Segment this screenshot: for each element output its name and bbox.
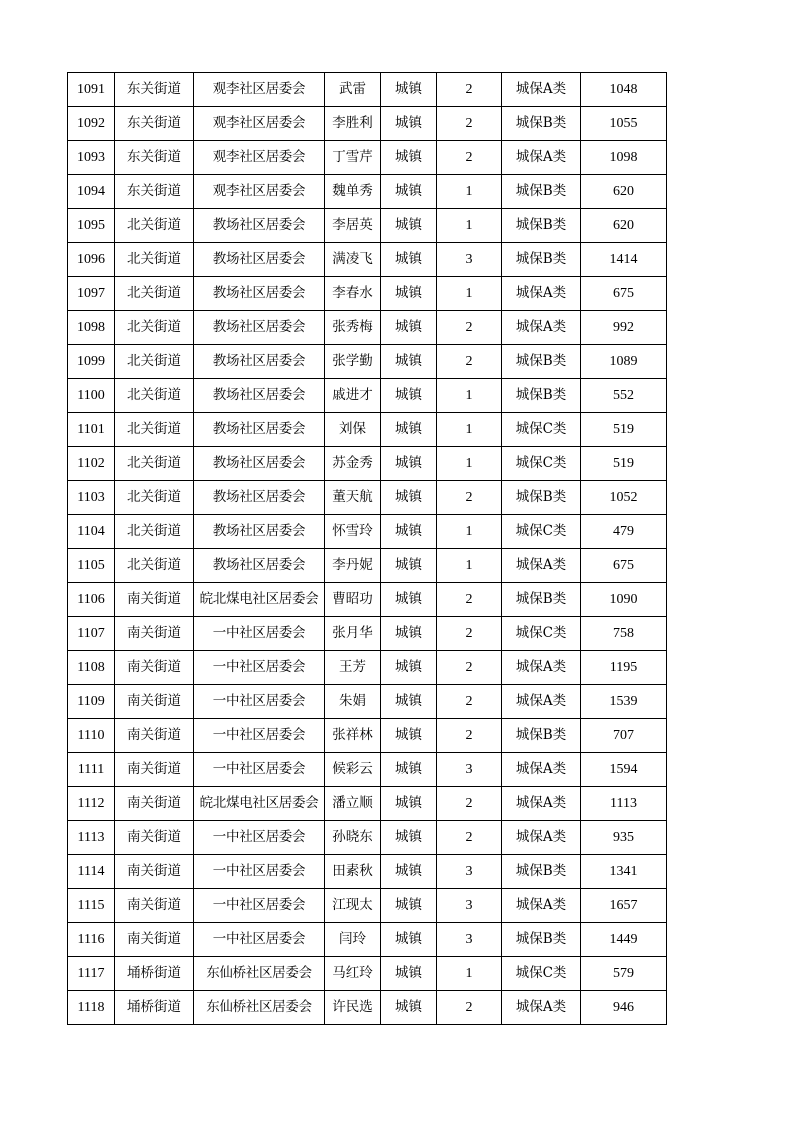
street-office-cell: 南关街道: [115, 617, 194, 651]
table-row: [68, 923, 667, 957]
record-number-cell: 1111: [68, 753, 115, 787]
amount-cell: 1657: [581, 889, 667, 923]
person-name-cell: 许民选: [325, 991, 381, 1025]
street-office-cell: 南关街道: [115, 821, 194, 855]
household-count-cell: 1: [437, 447, 502, 481]
amount-cell: 1048: [581, 73, 667, 107]
person-name-cell: 马红玲: [325, 957, 381, 991]
community-committee-cell: 教场社区居委会: [194, 481, 325, 515]
insurance-category-cell: 城保B类: [502, 719, 581, 753]
street-office-cell: 北关街道: [115, 413, 194, 447]
person-name-cell: 江现太: [325, 889, 381, 923]
amount-cell: 620: [581, 209, 667, 243]
table-row: [68, 107, 667, 141]
person-name-cell: 丁雪芹: [325, 141, 381, 175]
street-office-cell: 南关街道: [115, 651, 194, 685]
residence-type-cell: 城镇: [381, 481, 437, 515]
records-body: [68, 73, 667, 1025]
residence-type-cell: 城镇: [381, 583, 437, 617]
residence-type-cell: 城镇: [381, 345, 437, 379]
amount-cell: 1414: [581, 243, 667, 277]
table-row: [68, 549, 667, 583]
record-number-cell: 1118: [68, 991, 115, 1025]
street-office-cell: 东关街道: [115, 73, 194, 107]
community-committee-cell: 一中社区居委会: [194, 753, 325, 787]
amount-cell: 579: [581, 957, 667, 991]
person-name-cell: 张月华: [325, 617, 381, 651]
insurance-category-cell: 城保A类: [502, 141, 581, 175]
records-table: [67, 72, 667, 1025]
table-row: [68, 345, 667, 379]
amount-cell: 707: [581, 719, 667, 753]
amount-cell: 992: [581, 311, 667, 345]
household-count-cell: 2: [437, 141, 502, 175]
community-committee-cell: 观李社区居委会: [194, 73, 325, 107]
community-committee-cell: 一中社区居委会: [194, 855, 325, 889]
community-committee-cell: 一中社区居委会: [194, 651, 325, 685]
insurance-category-cell: 城保A类: [502, 821, 581, 855]
insurance-category-cell: 城保B类: [502, 481, 581, 515]
person-name-cell: 孙晓东: [325, 821, 381, 855]
person-name-cell: 怀雪玲: [325, 515, 381, 549]
amount-cell: 1113: [581, 787, 667, 821]
insurance-category-cell: 城保B类: [502, 175, 581, 209]
street-office-cell: 北关街道: [115, 243, 194, 277]
street-office-cell: 南关街道: [115, 719, 194, 753]
table-row: [68, 651, 667, 685]
insurance-category-cell: 城保A类: [502, 889, 581, 923]
table-row: [68, 685, 667, 719]
person-name-cell: 满凌飞: [325, 243, 381, 277]
amount-cell: 675: [581, 277, 667, 311]
insurance-category-cell: 城保A类: [502, 549, 581, 583]
household-count-cell: 2: [437, 651, 502, 685]
record-number-cell: 1108: [68, 651, 115, 685]
household-count-cell: 2: [437, 821, 502, 855]
table-row: [68, 209, 667, 243]
residence-type-cell: 城镇: [381, 107, 437, 141]
household-count-cell: 2: [437, 107, 502, 141]
amount-cell: 1055: [581, 107, 667, 141]
record-number-cell: 1117: [68, 957, 115, 991]
household-count-cell: 2: [437, 719, 502, 753]
person-name-cell: 潘立顺: [325, 787, 381, 821]
amount-cell: 1090: [581, 583, 667, 617]
person-name-cell: 张祥林: [325, 719, 381, 753]
insurance-category-cell: 城保A类: [502, 311, 581, 345]
community-committee-cell: 皖北煤电社区居委会: [194, 787, 325, 821]
record-number-cell: 1110: [68, 719, 115, 753]
record-number-cell: 1095: [68, 209, 115, 243]
community-committee-cell: 一中社区居委会: [194, 617, 325, 651]
insurance-category-cell: 城保B类: [502, 855, 581, 889]
street-office-cell: 北关街道: [115, 481, 194, 515]
community-committee-cell: 一中社区居委会: [194, 889, 325, 923]
table-row: [68, 821, 667, 855]
residence-type-cell: 城镇: [381, 991, 437, 1025]
insurance-category-cell: 城保B类: [502, 243, 581, 277]
record-number-cell: 1101: [68, 413, 115, 447]
residence-type-cell: 城镇: [381, 651, 437, 685]
table-row: [68, 175, 667, 209]
amount-cell: 620: [581, 175, 667, 209]
residence-type-cell: 城镇: [381, 73, 437, 107]
insurance-category-cell: 城保B类: [502, 209, 581, 243]
amount-cell: 1089: [581, 345, 667, 379]
person-name-cell: 田素秋: [325, 855, 381, 889]
household-count-cell: 3: [437, 889, 502, 923]
community-committee-cell: 一中社区居委会: [194, 923, 325, 957]
street-office-cell: 南关街道: [115, 685, 194, 719]
street-office-cell: 埇桥街道: [115, 957, 194, 991]
household-count-cell: 2: [437, 583, 502, 617]
amount-cell: 1539: [581, 685, 667, 719]
table-row: [68, 447, 667, 481]
residence-type-cell: 城镇: [381, 379, 437, 413]
insurance-category-cell: 城保B类: [502, 923, 581, 957]
insurance-category-cell: 城保C类: [502, 447, 581, 481]
record-number-cell: 1109: [68, 685, 115, 719]
residence-type-cell: 城镇: [381, 243, 437, 277]
community-committee-cell: 观李社区居委会: [194, 141, 325, 175]
record-number-cell: 1104: [68, 515, 115, 549]
street-office-cell: 北关街道: [115, 515, 194, 549]
table-row: [68, 719, 667, 753]
record-number-cell: 1094: [68, 175, 115, 209]
amount-cell: 946: [581, 991, 667, 1025]
amount-cell: 519: [581, 447, 667, 481]
street-office-cell: 北关街道: [115, 345, 194, 379]
household-count-cell: 3: [437, 855, 502, 889]
street-office-cell: 东关街道: [115, 107, 194, 141]
table-row: [68, 243, 667, 277]
residence-type-cell: 城镇: [381, 787, 437, 821]
street-office-cell: 东关街道: [115, 141, 194, 175]
record-number-cell: 1105: [68, 549, 115, 583]
insurance-category-cell: 城保C类: [502, 515, 581, 549]
residence-type-cell: 城镇: [381, 889, 437, 923]
person-name-cell: 曹昭功: [325, 583, 381, 617]
residence-type-cell: 城镇: [381, 753, 437, 787]
street-office-cell: 南关街道: [115, 787, 194, 821]
amount-cell: 758: [581, 617, 667, 651]
record-number-cell: 1096: [68, 243, 115, 277]
street-office-cell: 北关街道: [115, 379, 194, 413]
community-committee-cell: 皖北煤电社区居委会: [194, 583, 325, 617]
person-name-cell: 闫玲: [325, 923, 381, 957]
table-row: [68, 277, 667, 311]
household-count-cell: 3: [437, 923, 502, 957]
residence-type-cell: 城镇: [381, 141, 437, 175]
table-row: [68, 583, 667, 617]
street-office-cell: 北关街道: [115, 277, 194, 311]
record-number-cell: 1091: [68, 73, 115, 107]
person-name-cell: 董天航: [325, 481, 381, 515]
street-office-cell: 南关街道: [115, 753, 194, 787]
record-number-cell: 1116: [68, 923, 115, 957]
person-name-cell: 李春水: [325, 277, 381, 311]
community-committee-cell: 教场社区居委会: [194, 311, 325, 345]
table-row: [68, 379, 667, 413]
person-name-cell: 李居英: [325, 209, 381, 243]
residence-type-cell: 城镇: [381, 209, 437, 243]
insurance-category-cell: 城保C类: [502, 957, 581, 991]
household-count-cell: 1: [437, 515, 502, 549]
person-name-cell: 武雷: [325, 73, 381, 107]
amount-cell: 479: [581, 515, 667, 549]
table-row: [68, 617, 667, 651]
household-count-cell: 1: [437, 549, 502, 583]
insurance-category-cell: 城保B类: [502, 107, 581, 141]
household-count-cell: 3: [437, 243, 502, 277]
amount-cell: 519: [581, 413, 667, 447]
street-office-cell: 东关街道: [115, 175, 194, 209]
record-number-cell: 1099: [68, 345, 115, 379]
household-count-cell: 3: [437, 753, 502, 787]
household-count-cell: 2: [437, 787, 502, 821]
table-row: [68, 141, 667, 175]
table-row: [68, 311, 667, 345]
person-name-cell: 刘保: [325, 413, 381, 447]
insurance-category-cell: 城保A类: [502, 991, 581, 1025]
table-row: [68, 889, 667, 923]
household-count-cell: 2: [437, 991, 502, 1025]
table-row: [68, 787, 667, 821]
household-count-cell: 2: [437, 345, 502, 379]
amount-cell: 552: [581, 379, 667, 413]
community-committee-cell: 观李社区居委会: [194, 175, 325, 209]
insurance-category-cell: 城保B类: [502, 345, 581, 379]
record-number-cell: 1113: [68, 821, 115, 855]
household-count-cell: 2: [437, 617, 502, 651]
person-name-cell: 戚进才: [325, 379, 381, 413]
insurance-category-cell: 城保A类: [502, 753, 581, 787]
household-count-cell: 1: [437, 277, 502, 311]
household-count-cell: 1: [437, 413, 502, 447]
community-committee-cell: 教场社区居委会: [194, 413, 325, 447]
table-row: [68, 413, 667, 447]
person-name-cell: 魏单秀: [325, 175, 381, 209]
street-office-cell: 北关街道: [115, 311, 194, 345]
amount-cell: 935: [581, 821, 667, 855]
community-committee-cell: 教场社区居委会: [194, 209, 325, 243]
community-committee-cell: 教场社区居委会: [194, 549, 325, 583]
street-office-cell: 北关街道: [115, 209, 194, 243]
amount-cell: 1195: [581, 651, 667, 685]
community-committee-cell: 教场社区居委会: [194, 277, 325, 311]
insurance-category-cell: 城保A类: [502, 685, 581, 719]
household-count-cell: 2: [437, 73, 502, 107]
record-number-cell: 1106: [68, 583, 115, 617]
amount-cell: 1594: [581, 753, 667, 787]
record-number-cell: 1115: [68, 889, 115, 923]
record-number-cell: 1098: [68, 311, 115, 345]
amount-cell: 675: [581, 549, 667, 583]
household-count-cell: 2: [437, 481, 502, 515]
record-number-cell: 1103: [68, 481, 115, 515]
amount-cell: 1341: [581, 855, 667, 889]
street-office-cell: 南关街道: [115, 923, 194, 957]
street-office-cell: 南关街道: [115, 889, 194, 923]
person-name-cell: 候彩云: [325, 753, 381, 787]
amount-cell: 1449: [581, 923, 667, 957]
table-row: [68, 957, 667, 991]
person-name-cell: 李丹妮: [325, 549, 381, 583]
insurance-category-cell: 城保A类: [502, 73, 581, 107]
household-count-cell: 2: [437, 685, 502, 719]
community-committee-cell: 教场社区居委会: [194, 345, 325, 379]
person-name-cell: 张学勤: [325, 345, 381, 379]
street-office-cell: 南关街道: [115, 583, 194, 617]
record-number-cell: 1112: [68, 787, 115, 821]
community-committee-cell: 观李社区居委会: [194, 107, 325, 141]
record-number-cell: 1102: [68, 447, 115, 481]
residence-type-cell: 城镇: [381, 549, 437, 583]
residence-type-cell: 城镇: [381, 175, 437, 209]
household-count-cell: 1: [437, 379, 502, 413]
community-committee-cell: 教场社区居委会: [194, 379, 325, 413]
amount-cell: 1052: [581, 481, 667, 515]
street-office-cell: 埇桥街道: [115, 991, 194, 1025]
street-office-cell: 北关街道: [115, 447, 194, 481]
person-name-cell: 朱娟: [325, 685, 381, 719]
table-row: [68, 481, 667, 515]
residence-type-cell: 城镇: [381, 311, 437, 345]
street-office-cell: 南关街道: [115, 855, 194, 889]
record-number-cell: 1093: [68, 141, 115, 175]
insurance-category-cell: 城保A类: [502, 651, 581, 685]
table-row: [68, 753, 667, 787]
household-count-cell: 1: [437, 957, 502, 991]
person-name-cell: 张秀梅: [325, 311, 381, 345]
insurance-category-cell: 城保C类: [502, 413, 581, 447]
residence-type-cell: 城镇: [381, 277, 437, 311]
community-committee-cell: 东仙桥社区居委会: [194, 957, 325, 991]
insurance-category-cell: 城保C类: [502, 617, 581, 651]
insurance-category-cell: 城保A类: [502, 277, 581, 311]
residence-type-cell: 城镇: [381, 821, 437, 855]
community-committee-cell: 一中社区居委会: [194, 685, 325, 719]
record-number-cell: 1092: [68, 107, 115, 141]
household-count-cell: 2: [437, 311, 502, 345]
residence-type-cell: 城镇: [381, 617, 437, 651]
person-name-cell: 李胜利: [325, 107, 381, 141]
person-name-cell: 王芳: [325, 651, 381, 685]
residence-type-cell: 城镇: [381, 413, 437, 447]
residence-type-cell: 城镇: [381, 685, 437, 719]
community-committee-cell: 教场社区居委会: [194, 515, 325, 549]
table-row: [68, 855, 667, 889]
household-count-cell: 1: [437, 175, 502, 209]
community-committee-cell: 一中社区居委会: [194, 821, 325, 855]
residence-type-cell: 城镇: [381, 855, 437, 889]
household-count-cell: 1: [437, 209, 502, 243]
record-number-cell: 1114: [68, 855, 115, 889]
residence-type-cell: 城镇: [381, 515, 437, 549]
table-row: [68, 515, 667, 549]
residence-type-cell: 城镇: [381, 447, 437, 481]
street-office-cell: 北关街道: [115, 549, 194, 583]
community-committee-cell: 一中社区居委会: [194, 719, 325, 753]
residence-type-cell: 城镇: [381, 957, 437, 991]
community-committee-cell: 教场社区居委会: [194, 243, 325, 277]
record-number-cell: 1097: [68, 277, 115, 311]
amount-cell: 1098: [581, 141, 667, 175]
residence-type-cell: 城镇: [381, 923, 437, 957]
residence-type-cell: 城镇: [381, 719, 437, 753]
community-committee-cell: 教场社区居委会: [194, 447, 325, 481]
record-number-cell: 1107: [68, 617, 115, 651]
insurance-category-cell: 城保B类: [502, 583, 581, 617]
record-number-cell: 1100: [68, 379, 115, 413]
table-row: [68, 73, 667, 107]
person-name-cell: 苏金秀: [325, 447, 381, 481]
community-committee-cell: 东仙桥社区居委会: [194, 991, 325, 1025]
insurance-category-cell: 城保A类: [502, 787, 581, 821]
table-row: [68, 991, 667, 1025]
insurance-category-cell: 城保B类: [502, 379, 581, 413]
